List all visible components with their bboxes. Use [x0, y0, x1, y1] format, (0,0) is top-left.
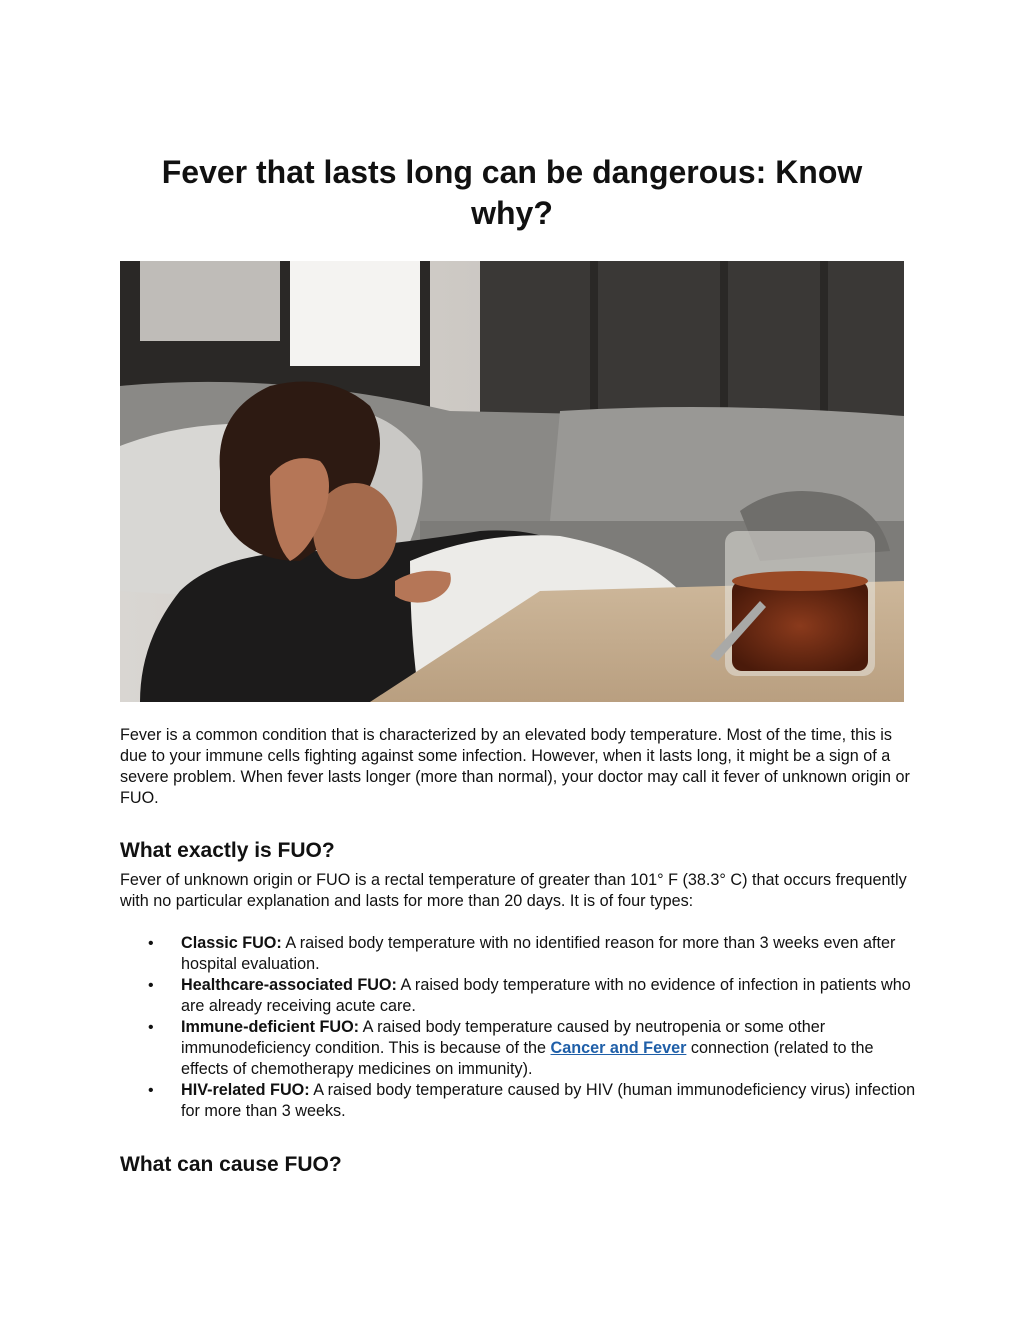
section-heading-causes: What can cause FUO? [120, 1153, 342, 1176]
list-item-text: A raised body temperature with no identified reason for more than 3 weeks even after hospital evaluation. [181, 934, 896, 973]
woman-resting-on-sofa-with-tea-image [120, 261, 904, 702]
bullet-icon: • [148, 1082, 154, 1099]
list-item [120, 975, 920, 1017]
list-item-text-after: connection (related to the effects of chemotherapy medicines on immunity). [181, 1039, 874, 1078]
bullet-icon: • [148, 977, 154, 994]
list-item-term: Immune-deficient FUO: [181, 1018, 360, 1036]
list-item [120, 933, 920, 975]
list-item-text: A raised body temperature caused by neutropenia or some other immunodeficiency condition. This is because of the [181, 1018, 826, 1057]
list-item-term: HIV-related FUO: [181, 1081, 310, 1099]
fuo-types-list [120, 933, 920, 1122]
page-title: Fever that lasts long can be dangerous: Know why? [161, 154, 863, 231]
bullet-icon: • [148, 935, 154, 952]
section-heading-what-is-fuo: What exactly is FUO? [120, 839, 335, 862]
list-item-text: A raised body temperature with no evidence of infection in patients who are already receiving acute care. [181, 976, 911, 1015]
article-photo [120, 261, 904, 702]
cancer-and-fever-link[interactable]: Cancer and Fever [550, 1039, 687, 1057]
fuo-definition-paragraph: Fever of unknown origin or FUO is a rectal temperature of greater than 101° F (38.3° C) that occurs frequently with no particular explanation and lasts for more than 20 days. It is of four types: [120, 871, 907, 910]
list-item [120, 1080, 920, 1122]
bullet-icon: • [148, 1019, 154, 1036]
list-item [120, 1017, 920, 1080]
list-item-text: A raised body temperature caused by HIV (human immunodeficiency virus) infection for more than 3 weeks. [181, 1081, 916, 1120]
list-item-term: Classic FUO: [181, 934, 282, 952]
list-item-term: Healthcare-associated FUO: [181, 976, 397, 994]
intro-paragraph: Fever is a common condition that is characterized by an elevated body temperature. Most of the time, this is due to your immune cells fighting against some infection. However, when it lasts long, it might be a sign of a severe problem. When fever lasts longer (more than normal), your doctor may call it fever of unknown origin or FUO. [120, 726, 910, 807]
